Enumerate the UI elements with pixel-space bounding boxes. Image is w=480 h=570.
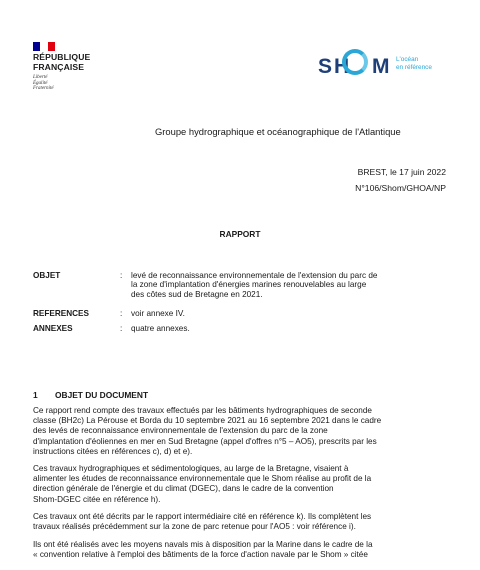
republique-line1: RÉPUBLIQUE <box>33 52 91 62</box>
republique-francaise-logo <box>33 42 90 92</box>
meta-label-references: REFERENCES <box>33 309 89 318</box>
shom-logo-text-left: SH <box>318 55 352 78</box>
republique-name <box>33 53 90 72</box>
paragraph-line: Ils ont été réalisés avec les moyens navals mis à disposition par la Marine dans le cadre de la <box>33 540 373 549</box>
meta-value-annexes: quatre annexes. <box>131 324 190 333</box>
reference-number: N°106/Shom/GHOA/NP <box>355 183 446 193</box>
paragraph-3 <box>33 512 446 532</box>
paragraph-line: instructions citées en références c), d) et e). <box>33 446 193 456</box>
paragraph-line: Ces travaux hydrographiques et sédimentologiques, au large de la Bretagne, visaient à <box>33 464 349 473</box>
organization-name: Groupe hydrographique et océanographique de l'Atlantique <box>155 126 401 137</box>
paragraph-2 <box>33 464 446 505</box>
motto-fraternite: Fraternité <box>33 86 54 92</box>
meta-colon: : <box>120 271 123 280</box>
republique-motto <box>33 75 90 92</box>
meta-colon: : <box>120 309 123 318</box>
paragraph-line: direction générale de l'énergie et du climat (DGEC), dans le cadre de la convention <box>33 484 334 494</box>
document-title: RAPPORT <box>219 229 261 239</box>
meta-value-references: voir annexe IV. <box>131 309 185 318</box>
paragraph-line: Ces travaux ont été décrits par le rapport intermédiaire cité en référence k). Ils complètent les <box>33 512 372 521</box>
paragraph-line: Ce rapport rend compte des travaux effectués par les bâtiments hydrographiques de seconde <box>33 406 372 415</box>
meta-label-objet: OBJET <box>33 271 61 280</box>
french-flag-icon <box>33 42 55 51</box>
paragraph-line: d'implantation d'éoliennes en mer en Sud Bretagne (appel d'offres n°5 – AO5), prescrits par les <box>33 436 377 446</box>
paragraph-4 <box>33 540 446 560</box>
meta-value-objet <box>131 271 445 299</box>
meta-objet-line: la zone d'implantation d'énergies marines renouvelables au large <box>131 280 367 290</box>
meta-objet-line: des côtes sud de Bretagne en 2021. <box>131 289 263 299</box>
meta-label-annexes: ANNEXES <box>33 324 73 333</box>
shom-tagline <box>396 56 432 72</box>
section-number: 1 <box>33 390 38 400</box>
motto-liberte: Liberté <box>33 75 48 81</box>
shom-logo-text-right: M <box>372 55 390 78</box>
shom-ring-icon <box>342 49 368 75</box>
paragraph-line: alimenter les études de reconnaissance environnementale que le Shom réalise au profit de la <box>33 474 372 484</box>
paragraph-line: « convention relative à l'emploi des bâtiments de la force d'action navale par le Shom » citée <box>33 550 368 560</box>
section-title: OBJET DU DOCUMENT <box>55 390 149 400</box>
paragraph-line: des levés de reconnaissance environnementale de l'extension du parc de la zone <box>33 426 328 436</box>
paragraph-line: Shom-DGEC citée en référence h). <box>33 494 161 504</box>
shom-tagline-line2: en référence <box>396 64 432 71</box>
paragraph-line: travaux réalisés précédemment sur la zone de parc retenue pour l'AO5 : voir référence i). <box>33 522 356 532</box>
section-heading <box>33 390 148 400</box>
paragraph-1 <box>33 406 446 457</box>
meta-colon: : <box>120 324 123 333</box>
meta-objet-line: levé de reconnaissance environnementale de l'extension du parc de <box>131 271 378 280</box>
shom-tagline-line1: L'océan <box>396 56 419 63</box>
republique-line2: FRANÇAISE <box>33 61 85 72</box>
motto-egalite: Égalité <box>33 80 48 86</box>
place-date: BREST, le 17 juin 2022 <box>357 167 446 177</box>
paragraph-line: classe (BH2c) La Pérouse et Borda du 10 septembre 2021 au 16 septembre 2021 dans le cadre <box>33 416 382 426</box>
shom-logo <box>318 46 458 86</box>
